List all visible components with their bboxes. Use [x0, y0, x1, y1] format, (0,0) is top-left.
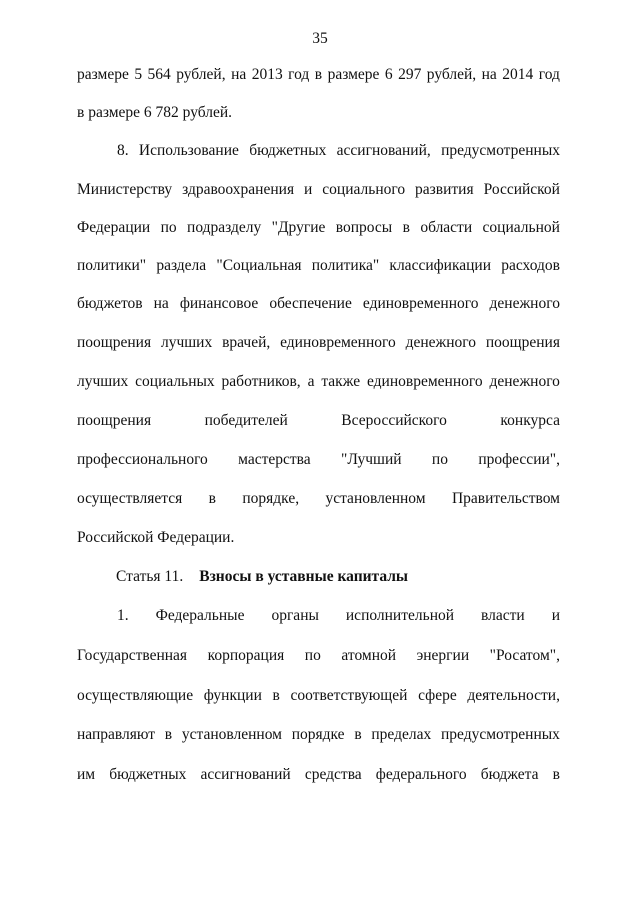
word: классификации: [389, 257, 492, 274]
word: социальных: [135, 373, 215, 390]
text-line: [77, 765, 560, 784]
word: мастерства: [238, 451, 311, 468]
word: в: [208, 490, 216, 507]
word: бюджета: [480, 766, 539, 783]
word: на: [231, 66, 247, 83]
paragraph-start-line: [117, 606, 560, 625]
page-number: 35: [312, 30, 328, 47]
word: установленном: [181, 726, 282, 743]
word: исполнительной: [345, 607, 455, 624]
word: ассигнований,: [336, 142, 431, 159]
word: Использование: [138, 142, 239, 159]
word: по: [431, 451, 448, 468]
word: деятельности,: [467, 687, 560, 704]
word: в: [552, 766, 560, 783]
word: направляют: [77, 726, 156, 743]
word: и: [304, 181, 313, 198]
text-line: в размере 6 782 рублей.: [77, 104, 233, 121]
text-line: [77, 489, 560, 508]
word: Федерации: [77, 219, 151, 236]
text-line: [77, 372, 560, 391]
word: средства: [304, 766, 362, 783]
text-line: [77, 686, 560, 705]
word: лучших: [77, 373, 129, 390]
word: Всероссийского: [341, 412, 447, 429]
word: профессионального: [77, 451, 208, 468]
text-line: [77, 411, 560, 430]
text-line: [77, 180, 560, 199]
word: власти: [481, 607, 525, 624]
word: по: [304, 647, 321, 664]
word: в: [272, 687, 280, 704]
word: порядке: [291, 726, 345, 743]
paragraph-start-line: [117, 141, 560, 160]
word: предусмотренных: [441, 142, 560, 159]
text-line: Российской Федерации.: [77, 529, 235, 546]
word: раздела: [156, 257, 207, 274]
word: обеспечение: [269, 295, 352, 312]
word: политика": [311, 257, 380, 274]
word: 564: [147, 66, 171, 83]
word: конкурса: [500, 412, 560, 429]
word: год: [538, 66, 560, 83]
word: 5: [134, 66, 143, 83]
word: атомной: [341, 647, 397, 664]
word: поощрения: [77, 412, 152, 429]
word: денежного: [405, 334, 477, 351]
article-label: Статья 11.: [116, 568, 184, 585]
word: "Росатом",: [489, 647, 560, 664]
word: 6: [384, 66, 393, 83]
word: 1.: [117, 607, 129, 624]
word: Государственная: [77, 647, 188, 664]
word: корпорация: [207, 647, 285, 664]
article-heading: [77, 567, 560, 586]
word: осуществляется: [77, 490, 183, 507]
word: порядке,: [242, 490, 300, 507]
word: по: [160, 219, 177, 236]
word: размере: [327, 66, 380, 83]
word: в: [354, 726, 362, 743]
word: сфере: [418, 687, 457, 704]
word: политики": [77, 257, 147, 274]
word: поощрения: [77, 334, 152, 351]
word: органы: [271, 607, 319, 624]
text-line: [77, 646, 560, 665]
word: работников,: [221, 373, 301, 390]
word: 2014: [502, 66, 534, 83]
word: социальной: [482, 219, 560, 236]
article-title: Взносы в уставные капиталы: [199, 568, 409, 585]
word: профессии",: [478, 451, 560, 468]
text-line: [77, 450, 560, 469]
text-line: [77, 218, 560, 237]
word: 8.: [117, 142, 129, 159]
text-line: [77, 725, 560, 744]
word: Министерству: [77, 181, 173, 198]
word: денежного: [489, 295, 560, 312]
word: и: [551, 607, 560, 624]
word: "Другие: [271, 219, 326, 236]
word: врачей,: [222, 334, 271, 351]
text-line: [77, 333, 560, 352]
word: а: [307, 373, 315, 390]
word: год: [288, 66, 310, 83]
text-line: [77, 256, 560, 275]
word: предусмотренных: [441, 726, 560, 743]
word: соответствующей: [290, 687, 408, 704]
word: поощрения: [485, 334, 560, 351]
word: здравоохранения: [182, 181, 295, 198]
word: бюджетных: [109, 766, 187, 783]
text-line: [77, 65, 560, 84]
word: расходов: [501, 257, 560, 274]
word: "Лучший: [341, 451, 402, 468]
word: осуществляющие: [77, 687, 194, 704]
word: единовременного: [367, 373, 483, 390]
word: 297: [398, 66, 422, 83]
word: функции: [203, 687, 262, 704]
word: на: [481, 66, 497, 83]
word: победителей: [204, 412, 288, 429]
word: ассигнований: [200, 766, 291, 783]
word: также: [321, 373, 361, 390]
word: рублей,: [426, 66, 477, 83]
word: социального: [322, 181, 406, 198]
word: подразделу: [187, 219, 262, 236]
word: единовременного: [362, 295, 479, 312]
word: энергии: [416, 647, 470, 664]
word: установленном: [325, 490, 426, 507]
word: денежного: [489, 373, 560, 390]
word: Федеральные: [155, 607, 245, 624]
text-line: [77, 294, 560, 313]
word: на: [153, 295, 169, 312]
word: развития: [415, 181, 474, 198]
word: в: [402, 219, 410, 236]
word: Правительством: [451, 490, 560, 507]
word: "Социальная: [216, 257, 302, 274]
word: федерального: [375, 766, 467, 783]
word: бюджетов: [77, 295, 143, 312]
word: финансовое: [179, 295, 259, 312]
word: лучших: [160, 334, 213, 351]
word: пределах: [371, 726, 432, 743]
word: области: [420, 219, 473, 236]
word: размере: [77, 66, 129, 83]
word: бюджетных: [249, 142, 327, 159]
word: 2013: [251, 66, 283, 83]
word: Российской: [483, 181, 560, 198]
word: единовременного: [280, 334, 396, 351]
word: в: [314, 66, 323, 83]
word: в: [164, 726, 173, 743]
word: рублей,: [176, 66, 226, 83]
word: им: [77, 766, 96, 783]
word: вопросы: [335, 219, 393, 236]
